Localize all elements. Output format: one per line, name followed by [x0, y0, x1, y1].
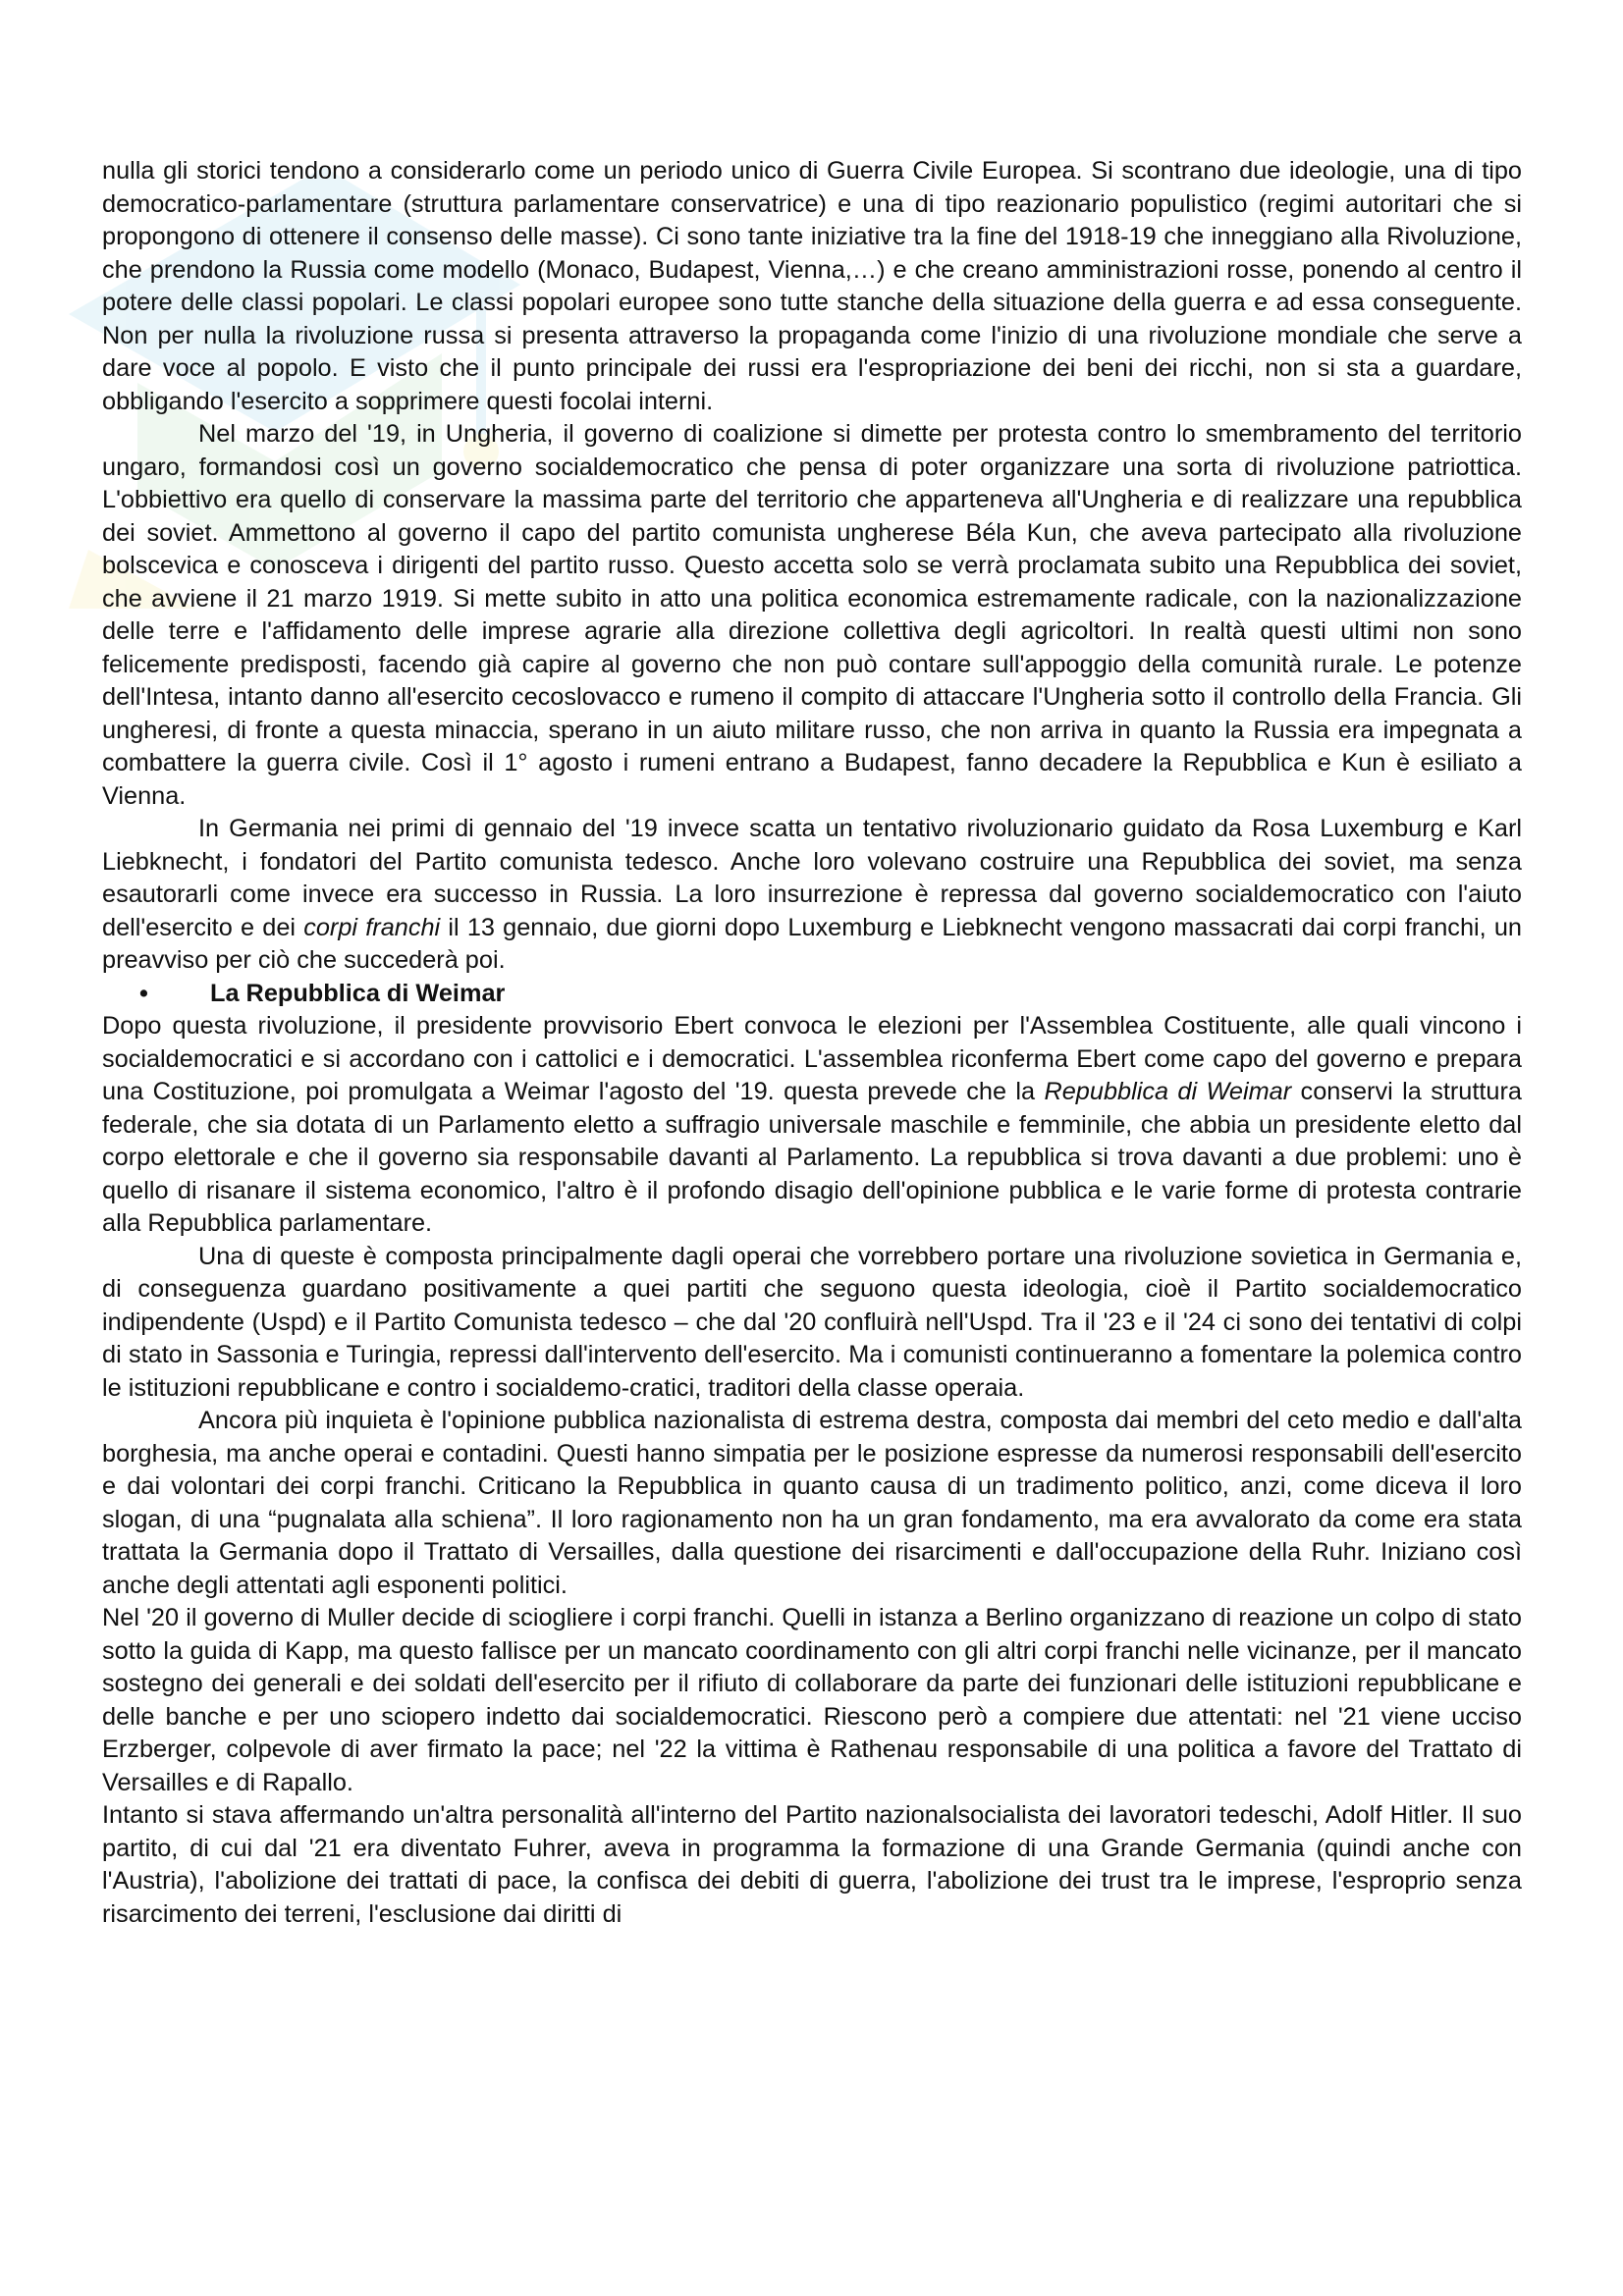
paragraph-p5 — [102, 1241, 1522, 1406]
heading-title: La Repubblica di Weimar — [210, 979, 506, 1007]
paragraph-p2 — [102, 418, 1522, 813]
text-run: Una di queste è composta principalmente dagli operai che vorrebbero portare una rivoluzione sovietica in Germania e, di conseguenza guardano positivamente a quei partiti che seguono questa ideologia, cioè il Partito socialdemocratico indipendente (Uspd) e il Partito Comunista tedesco – che dal '20 confluirà nell'Uspd. Tra il '23 e il '24 ci sono dei tentativi di colpi di stato in Sassonia e Turingia, repressi dall'intervento dell'esercito. Ma i comunisti continueranno a fomentare la polemica contro le istituzioni repubblicane e contro i socialdemo-cratici, traditori della classe operaia. — [102, 1242, 1522, 1402]
section-heading — [102, 978, 1522, 1011]
paragraph-p7 — [102, 1602, 1522, 1799]
paragraph-p1 — [102, 155, 1522, 418]
text-run: Nel '20 il governo di Muller decide di sciogliere i corpi franchi. Quelli in istanza a Berlino organizzano di reazione un colpo di stato sotto la guida di Kapp, ma questo fallisce per un mancato coordinamento con gli altri corpi franchi nelle vicinanze, per il mancato sostegno dei generali e dei soldati dell'esercito per il rifiuto di collaborare da parte dei funzionari delle istituzioni repubblicane e delle banche e per uno sciopero indetto dai socialdemocratici. Riescono però a compiere due attentati: nel '21 viene ucciso Erzberger, colpevole di aver firmato la pace; nel '22 la vittima è Rathenau responsabile di una politica a favore del Trattato di Versailles e di Rapallo. — [102, 1604, 1522, 1796]
bullet-icon: • — [139, 979, 148, 1007]
text-run: conservi la struttura federale, che sia dotata di un Parlamento eletto a suffragio universale maschile e femminile, che abbia un presidente eletto dal corpo elettorale e che il governo sia responsabile davanti al Parlamento. La repubblica si trova davanti a due problemi: uno è quello di risanare il sistema economico, l'altro è il profondo disagio dell'opinione pubblica e le varie forme di protesta contrarie alla Repubblica parlamentare. — [102, 1078, 1522, 1237]
paragraph-p4 — [102, 1010, 1522, 1241]
text-run: Ancora più inquieta è l'opinione pubblica nazionalista di estrema destra, composta dai membri del ceto medio e dall'alta borghesia, ma anche operai e contadini. Questi hanno simpatia per le posizione espresse da numerosi responsabili dell'esercito e dai volontari dei corpi franchi. Criticano la Repubblica in quanto causa di un tradimento politico, anzi, come diceva il loro slogan, di una “pugnalata alla schiena”. Il loro ragionamento non ha un gran fondamento, ma era avvalorato da come era stata trattata la Germania dopo il Trattato di Versailles, dalla questione dei risarcimenti e dall'occupazione della Ruhr. Iniziano così anche degli attentati agli esponenti politici. — [102, 1407, 1522, 1599]
paragraph-p6 — [102, 1405, 1522, 1602]
text-run: Dopo questa rivoluzione, il presidente provvisorio Ebert convoca le elezioni per l'Assemblea Costituente, alle quali vincono i socialdemocratici e si accordano con i cattolici e i democratici. L'assemblea riconferma Ebert come capo del governo e prepara una Costituzione, poi promulgata a Weimar l'agosto del '19. questa prevede che la — [102, 1012, 1522, 1105]
paragraph-p3 — [102, 813, 1522, 978]
text-run: Nel marzo del '19, in Ungheria, il governo di coalizione si dimette per protesta contro lo smembramento del territorio ungaro, formandosi così un governo socialdemocratico che pensa di poter organizzare una sorta di rivoluzione patriottica. L'obbiettivo era quello di conservare la massima parte del territorio che apparteneva all'Ungheria e di realizzare una repubblica dei soviet. Ammettono al governo il capo del partito comunista ungherese Béla Kun, che aveva partecipato alla rivoluzione bolscevica e conosceva i dirigenti del partito russo. Questo accetta solo se verrà proclamata subito una Repubblica dei soviet, che avviene il 21 marzo 1919. Si mette subito in atto una politica economica estremamente radicale, con la nazionalizzazione delle terre e l'affidamento delle imprese agrarie alla direzione collettiva degli agricoltori. In realtà questi ultimi non sono felicemente predisposti, facendo già capire al governo che non può contare sull'appoggio della comunità rurale. Le potenze dell'Intesa, intanto danno all'esercito cecoslovacco e rumeno il compito di attaccare l'Ungheria sotto il controllo della Francia. Gli ungheresi, di fronte a questa minaccia, sperano in un aiuto militare russo, che non arriva in quanto la Russia era impegnata a combattere la guerra civile. Così il 1° agosto i rumeni entrano a Budapest, fanno decadere la Repubblica e Kun è esiliato a Vienna. — [102, 420, 1522, 810]
body-section-1 — [102, 155, 1522, 978]
text-run: nulla gli storici tendono a considerarlo come un periodo unico di Guerra Civile Europea. Si scontrano due ideologie, una di tipo democratico-parlamentare (struttura parlamentare conservatrice) e una di tipo reazionario populistico (regimi autoritari che si propongono di ottenere il consenso delle masse). Ci sono tante iniziative tra la fine del 1918-19 che inneggiano alla Rivoluzione, che prendono la Russia come modello (Monaco, Budapest, Vienna,…) e che creano amministrazioni rosse, ponendo al centro il potere delle classi popolari. Le classi popolari europee sono tutte stanche della situazione della guerra e ad essa conseguente. Non per nulla la rivoluzione russa si presenta attraverso la propaganda come l'inizio di una rivoluzione mondiale che serve a dare voce al popolo. E visto che il punto principale dei russi era l'espropriazione dei beni dei ricchi, non si sta a guardare, obbligando l'esercito a sopprimere questi focolai interni. — [102, 157, 1522, 415]
text-run: Intanto si stava affermando un'altra personalità all'interno del Partito nazionalsocialista dei lavoratori tedeschi, Adolf Hitler. Il suo partito, di cui dal '21 era diventato Fuhrer, aveva in programma la formazione di una Grande Germania (quindi anche con l'Austria), l'abolizione dei trattati di pace, la confisca dei debiti di guerra, l'abolizione dei trust tra le imprese, l'esproprio senza risarcimento dei terreni, l'esclusione dai diritti di — [102, 1801, 1522, 1928]
text-run: In Germania nei primi di gennaio del '19 invece scatta un tentativo rivoluzionario guidato da Rosa Luxemburg e Karl Liebknecht, i fondatori del Partito comunista tedesco. Anche loro volevano costruire una Repubblica dei soviet, ma senza esautorarli come invece era successo in Russia. La loro insurrezione è repressa dal governo socialdemocratico con l'aiuto dell'esercito e dei — [102, 815, 1522, 941]
italic-term: Repubblica di Weimar — [1044, 1078, 1292, 1105]
text-run: il 13 gennaio, due giorni dopo Luxemburg e Liebknecht vengono massacrati dai corpi franchi, un preavviso per ciò che succederà poi. — [102, 913, 1522, 974]
italic-term: corpi franchi — [303, 913, 441, 941]
body-section-2 — [102, 1010, 1522, 1931]
paragraph-p8 — [102, 1799, 1522, 1931]
document-page — [102, 155, 1522, 1931]
